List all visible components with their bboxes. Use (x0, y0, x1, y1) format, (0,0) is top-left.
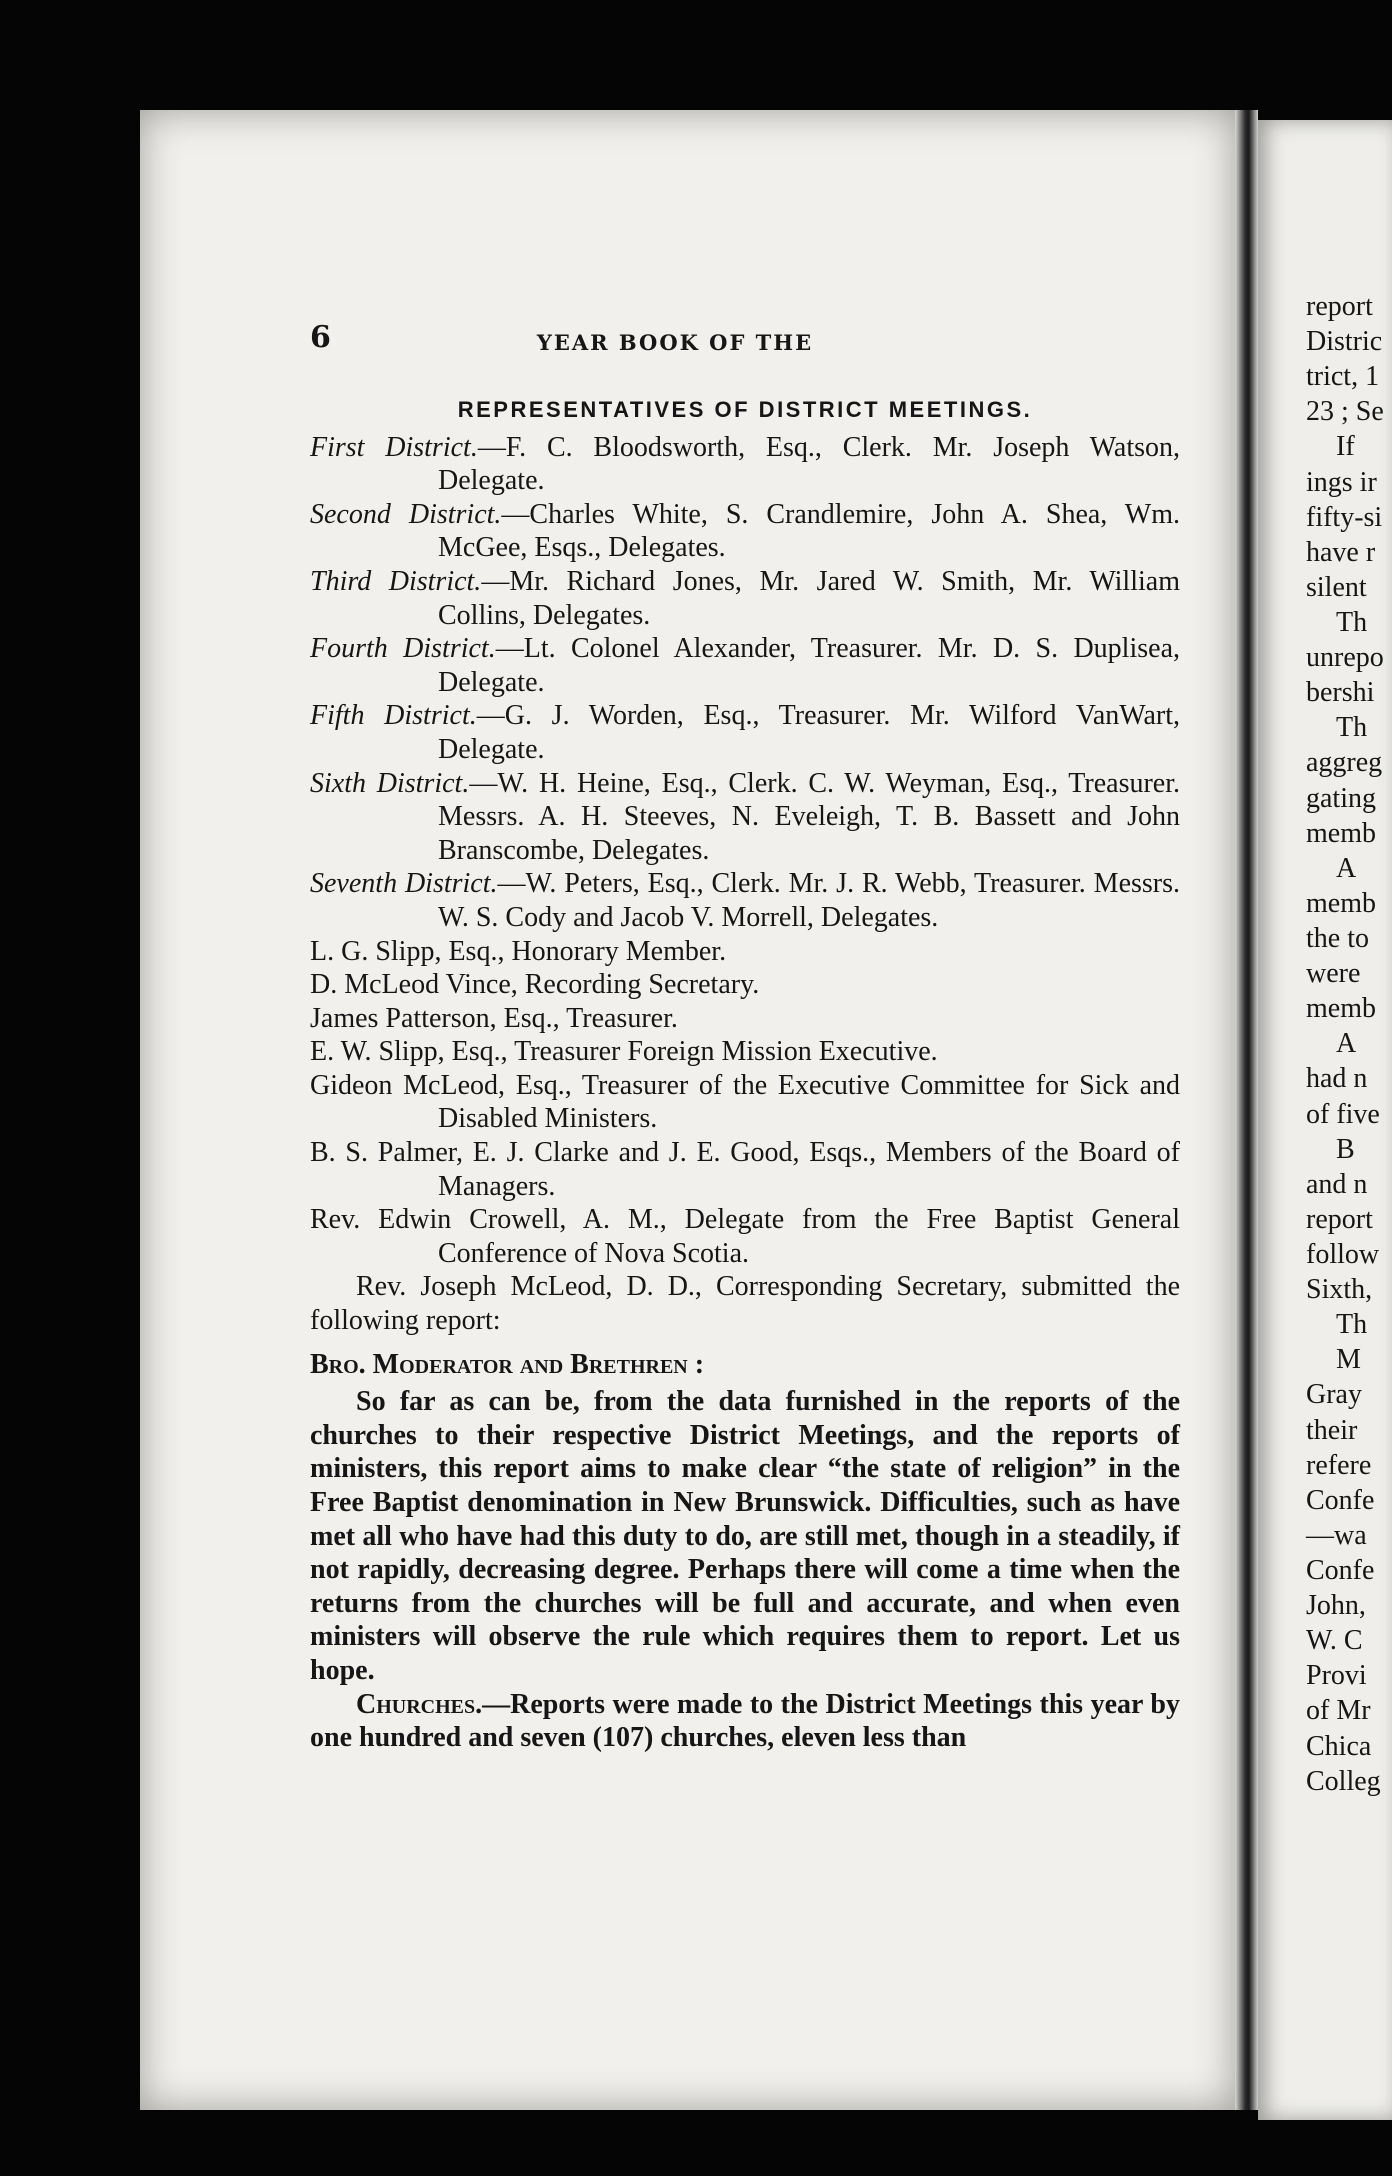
facing-line: Th (1336, 607, 1368, 638)
facing-page-edge (1258, 120, 1392, 2120)
district-text: —Mr. Richard Jones, Mr. Jared W. Smith, Mr. William Collins, Delegates. (438, 565, 1180, 631)
facing-line: silent (1306, 571, 1367, 603)
salutation: Bro. Moderator and Brethren : (310, 1348, 705, 1380)
running-title: YEAR BOOK OF THE (536, 330, 814, 355)
district-name: Second District. (310, 498, 502, 530)
district-entry (310, 632, 1180, 699)
district-entry (310, 431, 1180, 498)
churches-lead: Churches. (356, 1688, 483, 1720)
facing-line: Colleg (1306, 1765, 1381, 1797)
facing-line: W. C (1306, 1625, 1363, 1657)
intro-paragraph: Rev. Joseph McLeod, D. D., Corresponding Secretary, submitted the following report: (310, 1271, 1180, 1337)
facing-line: the to (1306, 923, 1369, 955)
facing-line: Confe (1306, 1484, 1375, 1516)
district-text: —Lt. Colonel Alexander, Treasurer. Mr. D. S. Duplisea, Delegate. (438, 633, 1180, 698)
facing-line: A (1336, 1028, 1357, 1060)
facing-line: Th (1336, 1309, 1368, 1341)
running-header (170, 320, 1180, 360)
facing-line: Th (1336, 712, 1368, 744)
facing-line: —wa (1306, 1519, 1367, 1551)
facing-line: A (1336, 852, 1357, 884)
facing-line: memb (1306, 993, 1376, 1025)
district-text: —F. C. Bloodsworth, Esq., Clerk. Mr. Joseph Watson, Delegate. (438, 431, 1181, 497)
facing-line: have r (1306, 536, 1376, 568)
district-entry (310, 867, 1180, 934)
officer-entry: Gideon McLeod, Esq., Treasurer of the Executive Committee for Sick and Disabled Ministers. (310, 1069, 1180, 1135)
facing-line: memb (1306, 817, 1376, 849)
officer-entry: E. W. Slipp, Esq., Treasurer Foreign Mission Executive. (310, 1036, 938, 1068)
district-entry (310, 498, 1180, 565)
facing-line: unrepo (1306, 642, 1384, 674)
district-entry (310, 767, 1180, 868)
district-entry (310, 699, 1180, 766)
district-name: Seventh District. (310, 868, 498, 900)
district-text: —W. Peters, Esq., Clerk. Mr. J. R. Webb, Treasurer. Messrs. W. S. Cody and Jacob V. Morrell, Delegates. (438, 868, 1181, 933)
facing-line: were (1306, 958, 1361, 990)
facing-line: John, (1306, 1590, 1366, 1622)
facing-line: report (1306, 1203, 1373, 1235)
district-name: Fourth District. (310, 633, 496, 665)
facing-line: aggreg (1306, 747, 1383, 779)
facing-line: report (1306, 291, 1373, 322)
facing-line: Sixth, (1306, 1274, 1373, 1306)
facing-line: gating (1306, 782, 1376, 814)
facing-line: Confe (1306, 1555, 1375, 1587)
district-name: First District. (310, 431, 478, 463)
book-gutter (1235, 110, 1258, 2110)
district-name: Sixth District. (310, 767, 470, 799)
facing-line: bershi (1306, 677, 1375, 709)
officer-entry: Rev. Edwin Crowell, A. M., Delegate from the Free Baptist General Conference of Nova Scotia. (310, 1204, 1180, 1269)
facing-line: their (1306, 1414, 1358, 1446)
facing-line: fifty-si (1306, 501, 1383, 533)
facing-line: M (1336, 1344, 1361, 1376)
facing-line: had n (1306, 1063, 1368, 1095)
facing-line: trict, 1 (1306, 361, 1380, 393)
facing-line: Provi (1306, 1660, 1367, 1692)
facing-line: 23 ; Se (1306, 396, 1384, 428)
churches-paragraph (310, 1688, 1180, 1755)
main-text-block (310, 393, 1180, 1755)
churches-text: —Reports were made to the District Meetings this year by one hundred and seven (107) churches, eleven less than (310, 1688, 1180, 1754)
section-heading: REPRESENTATIVES OF DISTRICT MEETINGS. (457, 397, 1033, 422)
district-text: —W. H. Heine, Esq., Clerk. C. W. Weyman, Esq., Treasurer. Messrs. A. H. Steeves, N. Eveleigh, T. B. Bassett and John Branscombe, Delegates. (438, 767, 1181, 866)
facing-line: of Mr (1306, 1695, 1371, 1727)
officer-entry: B. S. Palmer, E. J. Clarke and J. E. Good, Esqs., Members of the Board of Managers. (310, 1137, 1180, 1202)
facing-line: refere (1306, 1449, 1372, 1481)
district-text: —G. J. Worden, Esq., Treasurer. Mr. Wilford VanWart, Delegate. (438, 700, 1181, 765)
report-paragraph: So far as can be, from the data furnished in the reports of the churches to their respective District Meetings, and the reports of ministers, this report aims to make clear “the state of religion” in the Free Baptist denomination in New Brunswick. Difficulties, such as have met all who have had this duty to do, are still met, though in a steadily, if not rapidly, decreasing degree. Perhaps there will come a time when the returns from the churches will be full and accurate, and when even ministers will observe the rule which requires them to report. Let us hope. (310, 1386, 1180, 1686)
district-name: Fifth District. (310, 700, 477, 732)
facing-line: Distric (1306, 326, 1383, 358)
facing-line: If (1336, 431, 1355, 463)
district-name: Third District. (310, 565, 482, 597)
facing-line: follow (1306, 1239, 1380, 1271)
facing-line: Chica (1306, 1730, 1372, 1762)
district-text: —Charles White, S. Crandlemire, John A. Shea, Wm. McGee, Esqs., Delegates. (438, 498, 1180, 564)
facing-line: of five (1306, 1098, 1380, 1130)
page-number: 6 (310, 320, 331, 355)
officer-entry: James Patterson, Esq., Treasurer. (310, 1002, 678, 1034)
officer-entry: D. McLeod Vince, Recording Secretary. (310, 969, 760, 1001)
facing-line: B (1336, 1133, 1355, 1165)
facing-line: ings ir (1306, 466, 1377, 498)
district-entry (310, 565, 1180, 632)
facing-line: Gray (1306, 1379, 1362, 1411)
facing-line: and n (1306, 1168, 1368, 1200)
officer-entry: L. G. Slipp, Esq., Honorary Member. (310, 935, 727, 967)
facing-line: memb (1306, 887, 1376, 919)
